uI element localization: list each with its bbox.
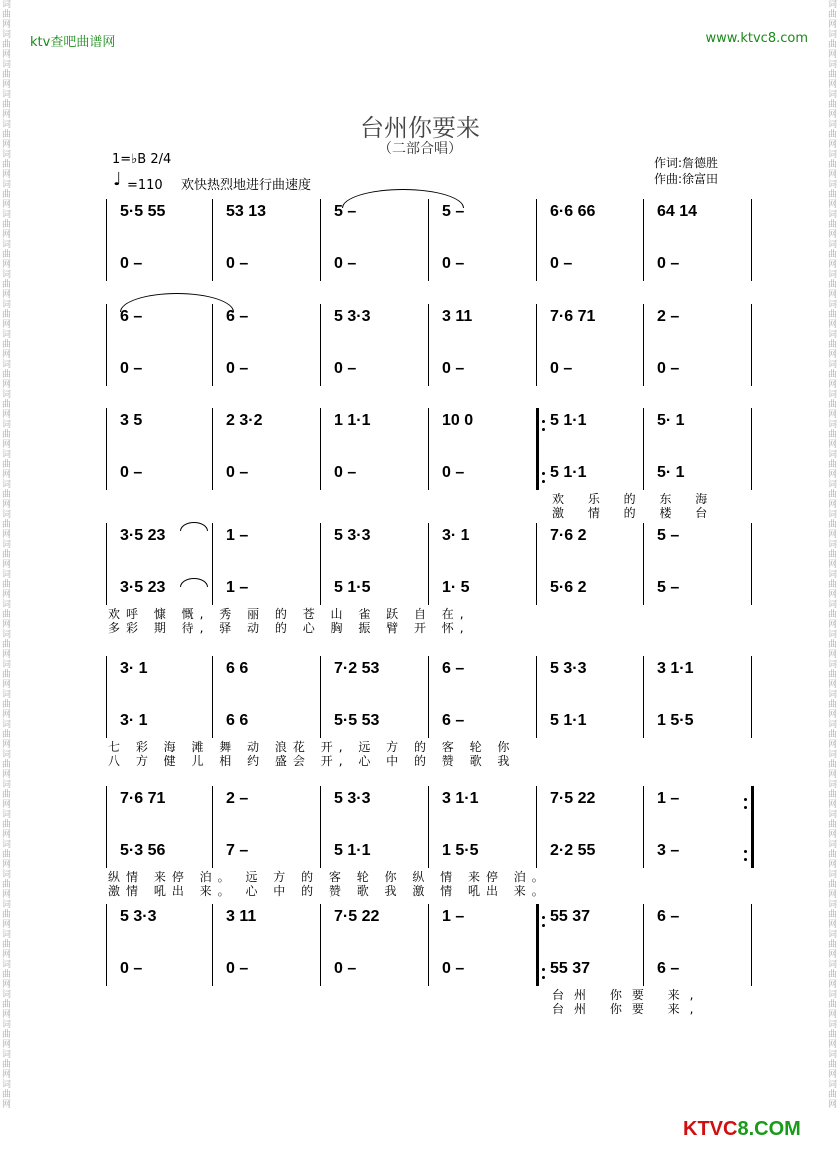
bar-line [643, 304, 644, 386]
measure-notes: 7·2 53 [334, 660, 380, 677]
bar-line [320, 523, 321, 605]
song-title: 台州你要来 [360, 114, 480, 142]
measure-notes: 5 1·1 [334, 842, 371, 859]
lyric-line: 激 情 的 楼 台 [552, 506, 718, 520]
measure-notes: 3·5 23 [120, 579, 166, 596]
tie-arc [180, 578, 208, 587]
measure-notes: 7·5 22 [550, 790, 596, 807]
measure-notes: 5 3·3 [334, 527, 371, 544]
tie-arc [342, 189, 464, 208]
measure-notes: 5 3·3 [120, 908, 157, 925]
bar-line [751, 304, 752, 386]
measure-notes: 55 37 [550, 960, 591, 977]
measure-notes: 64 14 [657, 203, 698, 220]
measure-notes: 2 – [657, 308, 680, 325]
bar-line [106, 304, 107, 386]
measure-notes: 6 – [657, 960, 680, 977]
repeat-dot [542, 428, 545, 431]
measure-notes: 3· 1 [120, 712, 148, 729]
bar-line [751, 408, 752, 490]
repeat-dot [542, 924, 545, 927]
lyric-line: 激情 吼出 来。 心 中 的 赞 歌 我 激 情 吼出 来。 [108, 884, 550, 898]
lyric-line: 七 彩 海 滩 舞 动 浪花 开, 远 方 的 客 轮 你 [108, 740, 516, 754]
repeat-dot [744, 858, 747, 861]
measure-notes: 1 5·5 [657, 712, 694, 729]
bar-line [106, 408, 107, 490]
bar-line [428, 408, 429, 490]
song-subtitle: （二部合唱） [378, 141, 462, 157]
measure-notes: 5 – [657, 527, 680, 544]
measure-notes: 5 1·1 [550, 712, 587, 729]
measure-notes: 1 – [657, 790, 680, 807]
measure-notes: 1 1·1 [334, 412, 371, 429]
lyric-line: 纵情 来停 泊。 远 方 的 客 轮 你 纵 情 来停 泊。 [108, 870, 550, 884]
bar-line [212, 786, 213, 868]
measure-notes: 3 1·1 [442, 790, 479, 807]
bar-line [212, 656, 213, 738]
measure-notes: 6 – [226, 308, 249, 325]
measure-notes: 5 1·1 [550, 412, 587, 429]
repeat-dot [542, 916, 545, 919]
measure-notes: 0 – [442, 255, 465, 272]
key-signature: 1=♭B 2/4 [112, 152, 172, 167]
bar-line [106, 904, 107, 986]
measure-notes: 0 – [120, 255, 143, 272]
measure-notes: 2 3·2 [226, 412, 263, 429]
measure-notes: 5 – [334, 203, 357, 220]
measure-notes: 6·6 66 [550, 203, 596, 220]
measure-notes: 3· 1 [442, 527, 470, 544]
measure-notes: 3·5 23 [120, 527, 166, 544]
tie-arc [180, 522, 208, 531]
repeat-dot [542, 472, 545, 475]
measure-notes: 7·6 71 [120, 790, 166, 807]
measure-notes: 0 – [334, 464, 357, 481]
measure-notes: 7·5 22 [334, 908, 380, 925]
measure-notes: 5· 1 [657, 464, 685, 481]
measure-notes: 5 3·3 [334, 790, 371, 807]
bar-line [212, 199, 213, 281]
measure-notes: 3 5 [120, 412, 143, 429]
repeat-dot [744, 850, 747, 853]
measure-notes: 3 11 [442, 308, 473, 325]
bar-line [751, 786, 754, 868]
measure-notes: 1 – [226, 579, 249, 596]
measure-notes: 1 – [442, 908, 465, 925]
side-watermark-right: 词曲网词曲网词曲网词曲网词曲网词曲网词曲网词曲网词曲网词曲网词曲网词曲网词曲网词曲网词曲网词曲网词曲网词曲网词曲网词曲网词曲网词曲网词曲网词曲网词曲网词曲网词曲网词曲网词曲网词曲网词曲网词曲网词曲网词曲网词曲网词曲网词曲网 [828, 0, 838, 1110]
lyric-line: 欢呼 慷 慨, 秀 丽 的 苍 山 雀 跃 自 在, [108, 607, 470, 621]
side-watermark-left: 词曲网词曲网词曲网词曲网词曲网词曲网词曲网词曲网词曲网词曲网词曲网词曲网词曲网词曲网词曲网词曲网词曲网词曲网词曲网词曲网词曲网词曲网词曲网词曲网词曲网词曲网词曲网词曲网词曲网词曲网词曲网词曲网词曲网词曲网词曲网词曲网词曲网 [2, 0, 12, 1110]
measure-notes: 2·2 55 [550, 842, 596, 859]
measure-notes: 0 – [226, 255, 249, 272]
style-mark: 欢快热烈地进行曲速度 [181, 178, 312, 193]
measure-notes: 3 1·1 [657, 660, 694, 677]
measure-notes: 6 – [442, 712, 465, 729]
measure-notes: 0 – [657, 255, 680, 272]
bar-line [106, 786, 107, 868]
measure-notes: 2 – [226, 790, 249, 807]
bar-line [643, 904, 644, 986]
measure-notes: 1 5·5 [442, 842, 479, 859]
bar-line [751, 904, 752, 986]
bar-line [320, 904, 321, 986]
bar-line [428, 786, 429, 868]
measure-notes: 6 – [657, 908, 680, 925]
measure-notes: 1· 5 [442, 579, 470, 596]
measure-notes: 6 – [442, 660, 465, 677]
bar-line [428, 199, 429, 281]
site-name: ktv查吧曲谱网 [30, 35, 116, 50]
measure-notes: 55 37 [550, 908, 591, 925]
lyricist: 作词:詹德胜 [654, 156, 719, 170]
bar-line [320, 786, 321, 868]
measure-notes: 5·5 53 [334, 712, 380, 729]
measure-notes: 5 1·1 [550, 464, 587, 481]
measure-notes: 0 – [550, 360, 573, 377]
repeat-dot [542, 420, 545, 423]
measure-notes: 10 0 [442, 412, 474, 429]
measure-notes: 7·6 2 [550, 527, 587, 544]
measure-notes: 0 – [550, 255, 573, 272]
bar-line [536, 304, 537, 386]
measure-notes: 5 3·3 [550, 660, 587, 677]
measure-notes: 0 – [120, 360, 143, 377]
bar-line [643, 408, 644, 490]
repeat-dot [744, 798, 747, 801]
measure-notes: 5·5 55 [120, 203, 166, 220]
bar-line [428, 904, 429, 986]
bar-line [536, 408, 539, 490]
measure-notes: 3 11 [226, 908, 257, 925]
measure-notes: 0 – [334, 960, 357, 977]
measure-notes: 0 – [226, 960, 249, 977]
measure-notes: 5·3 56 [120, 842, 166, 859]
measure-notes: 3 – [657, 842, 680, 859]
repeat-dot [744, 806, 747, 809]
measure-notes: 0 – [226, 464, 249, 481]
bar-line [320, 199, 321, 281]
lyric-line: 多彩 期 待, 驿 动 的 心 胸 振 臂 开 怀, [108, 621, 470, 635]
measure-notes: 0 – [442, 960, 465, 977]
lyric-line: 台州 你要 来, [552, 988, 704, 1002]
composer: 作曲:徐富田 [654, 172, 719, 186]
measure-notes: 5 3·3 [334, 308, 371, 325]
repeat-dot [542, 976, 545, 979]
lyric-line: 台州 你要 来, [552, 1002, 704, 1016]
measure-notes: 7·6 71 [550, 308, 596, 325]
measure-notes: 53 13 [226, 203, 267, 220]
measure-notes: 0 – [334, 255, 357, 272]
bar-line [428, 304, 429, 386]
quarter-note-icon: ♩ [113, 169, 122, 190]
lyric-line: 八 方 健 儿 相 约 盛会 开, 心 中 的 赞 歌 我 [108, 754, 516, 768]
repeat-dot [542, 480, 545, 483]
measure-notes: 0 – [120, 960, 143, 977]
bar-line [536, 523, 537, 605]
bar-line [751, 656, 752, 738]
bar-line [751, 199, 752, 281]
bar-line [643, 199, 644, 281]
measure-notes: 0 – [442, 360, 465, 377]
bar-line [536, 656, 537, 738]
repeat-dot [542, 968, 545, 971]
bar-line [428, 523, 429, 605]
site-logo: KTVC8.COM [683, 1118, 801, 1140]
measure-notes: 0 – [442, 464, 465, 481]
measure-notes: 5·6 2 [550, 579, 587, 596]
measure-notes: 3· 1 [120, 660, 148, 677]
measure-notes: 6 – [120, 308, 143, 325]
bar-line [320, 408, 321, 490]
bar-line [428, 656, 429, 738]
measure-notes: 0 – [120, 464, 143, 481]
measure-notes: 7 – [226, 842, 249, 859]
measure-notes: 1 – [226, 527, 249, 544]
bar-line [643, 786, 644, 868]
measure-notes: 6 6 [226, 660, 249, 677]
bar-line [106, 523, 107, 605]
bar-line [643, 656, 644, 738]
bar-line [320, 656, 321, 738]
measure-notes: 5 – [442, 203, 465, 220]
measure-notes: 0 – [657, 360, 680, 377]
bar-line [106, 656, 107, 738]
bar-line [212, 408, 213, 490]
tempo-mark: =110 [127, 178, 163, 193]
bar-line [536, 904, 539, 986]
measure-notes: 6 6 [226, 712, 249, 729]
bar-line [212, 904, 213, 986]
bar-line [751, 523, 752, 605]
bar-line [212, 304, 213, 386]
measure-notes: 5 – [657, 579, 680, 596]
bar-line [212, 523, 213, 605]
measure-notes: 5· 1 [657, 412, 685, 429]
measure-notes: 0 – [334, 360, 357, 377]
bar-line [106, 199, 107, 281]
measure-notes: 0 – [226, 360, 249, 377]
tie-arc [120, 293, 234, 312]
bar-line [536, 786, 537, 868]
bar-line [643, 523, 644, 605]
lyric-line: 欢 乐 的 东 海 [552, 492, 718, 506]
measure-notes: 5 1·5 [334, 579, 371, 596]
bar-line [320, 304, 321, 386]
site-url: www.ktvc8.com [705, 31, 808, 46]
bar-line [536, 199, 537, 281]
